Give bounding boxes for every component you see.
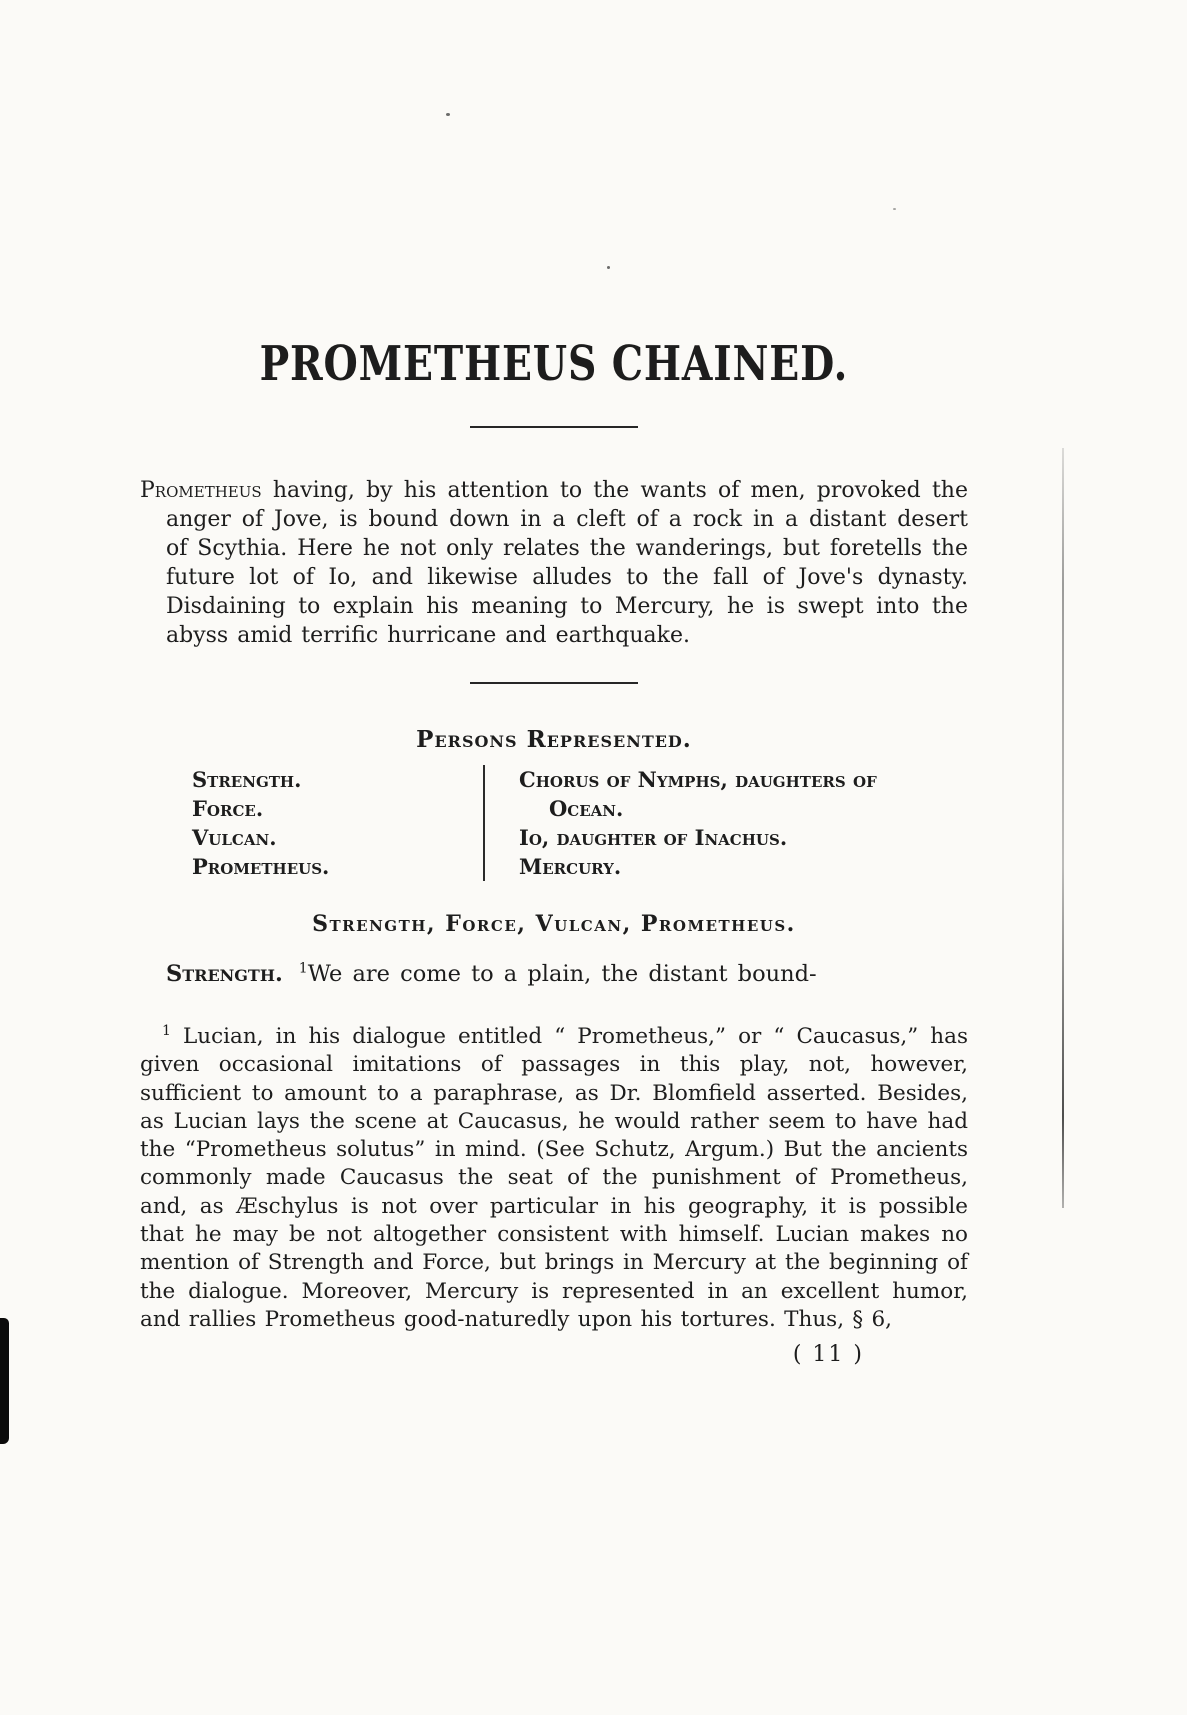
divider-rule-top [470,426,638,428]
person-item-io: Io, daughter of Inachus. [519,825,788,850]
synopsis-lead-word: Prometheus [140,478,262,503]
synopsis-text: having, by his attention to the wants of men, provoked the anger of Jove, is bound down in a cleft of a rock in a distant desert of Scythia. Here he not only relates the wanderings, but foretells the future lot of Io, and likewise alludes to the fall of Jove's dynasty. Disdaining to explain his meaning to Mercury, he is swept into the abyss amid terrific hurricane and earthquake. [166,478,968,648]
dialogue-text: We are come to a plain, the distant bound- [307,961,817,987]
footnote-reference: 1 [298,960,308,977]
footnote-marker: 1 [162,1022,171,1039]
footnote-paragraph [140,1023,968,1334]
synopsis-paragraph [140,476,968,650]
title-block [140,336,968,392]
person-item-chorus: Chorus of Nymphs, daughters of Ocean. [519,767,877,821]
person-item-strength: Strength. [192,767,302,792]
person-item-force: Force. [192,796,264,821]
persons-column-right [485,765,909,881]
dialogue-line [140,959,968,989]
footnote-block [140,1023,968,1334]
page-content [140,0,968,1367]
persons-list [140,765,968,881]
divider-rule-middle [470,682,638,684]
persons-heading: Persons Represented. [416,726,692,753]
chapter-title: PROMETHEUS CHAINED. [259,336,849,392]
person-item-prometheus: Prometheus. [192,854,330,879]
scan-artifact-ink-blot [0,1318,9,1444]
page-number: ( 11 ) [792,1342,864,1368]
dialogue-speaker: Strength. [166,961,283,987]
persons-column-left [140,765,483,881]
person-item-mercury: Mercury. [519,854,622,879]
scene-heading: Strength, Force, Vulcan, Prometheus. [312,911,796,937]
scan-artifact-vertical-line [1062,448,1064,1208]
footnote-text: Lucian, in his dialogue entitled “ Prometheus,” or “ Caucasus,” has given occasional imitations of passages in this play, not, however, sufficient to amount to a paraphrase, as Dr. Blomfield asserted. Besides, as Lucian lays the scene at Caucasus, he would rather seem to have had the “Prometheus solutus” in mind. (See Schutz, Argum.) But the ancients commonly made Caucasus the seat of the punishment of Prometheus, and, as Æschylus is not over particular in his geography, it is possible that he may be not altogether consistent with himself. Lucian makes no mention of Strength and Force, but brings in Mercury at the beginning of the dialogue. Moreover, Mercury is represented in an excellent humor, and rallies Prometheus good-naturedly upon his tortures. Thus, § 6, [140,1024,968,1332]
person-item-vulcan: Vulcan. [192,825,277,850]
